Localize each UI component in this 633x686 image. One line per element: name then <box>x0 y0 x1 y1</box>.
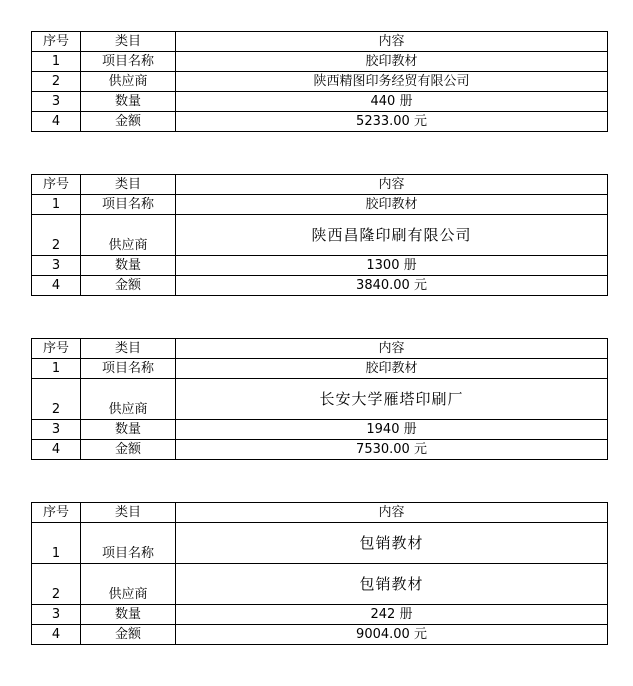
project-value: 胶印教材 <box>176 359 608 379</box>
header-content: 内容 <box>176 175 608 195</box>
project-value: 包销教材 <box>176 523 608 564</box>
amount-label: 金额 <box>81 112 176 132</box>
table-row <box>32 420 608 440</box>
project-value: 胶印教材 <box>176 195 608 215</box>
supplier-value: 包销教材 <box>176 564 608 605</box>
row-number: 2 <box>32 379 81 420</box>
amount-value: 7530.00 元 <box>176 440 608 460</box>
table-row <box>32 359 608 379</box>
amount-label: 金额 <box>81 276 176 296</box>
table-row <box>32 564 608 605</box>
supplier-value: 长安大学雁塔印刷厂 <box>176 379 608 420</box>
project-label: 项目名称 <box>81 359 176 379</box>
row-number: 4 <box>32 112 81 132</box>
supplier-label: 供应商 <box>81 564 176 605</box>
row-number: 3 <box>32 92 81 112</box>
table-row <box>32 276 608 296</box>
amount-label: 金额 <box>81 440 176 460</box>
header-category: 类目 <box>81 175 176 195</box>
quantity-label: 数量 <box>81 256 176 276</box>
header-row <box>32 503 608 523</box>
quantity-label: 数量 <box>81 420 176 440</box>
amount-value: 3840.00 元 <box>176 276 608 296</box>
quantity-value: 440 册 <box>176 92 608 112</box>
header-category: 类目 <box>81 32 176 52</box>
row-number: 1 <box>32 523 81 564</box>
supplier-label: 供应商 <box>81 215 176 256</box>
award-table-2 <box>31 174 608 296</box>
quantity-value: 1300 册 <box>176 256 608 276</box>
header-content: 内容 <box>176 339 608 359</box>
amount-value: 5233.00 元 <box>176 112 608 132</box>
header-index: 序号 <box>32 32 81 52</box>
table-row <box>32 379 608 420</box>
row-number: 3 <box>32 420 81 440</box>
award-table-1 <box>31 31 608 132</box>
row-number: 1 <box>32 359 81 379</box>
quantity-label: 数量 <box>81 605 176 625</box>
award-table-3 <box>31 338 608 460</box>
header-index: 序号 <box>32 503 81 523</box>
table-row <box>32 440 608 460</box>
row-number: 3 <box>32 256 81 276</box>
amount-label: 金额 <box>81 625 176 645</box>
supplier-label: 供应商 <box>81 379 176 420</box>
quantity-value: 242 册 <box>176 605 608 625</box>
row-number: 2 <box>32 72 81 92</box>
supplier-label: 供应商 <box>81 72 176 92</box>
header-content: 内容 <box>176 503 608 523</box>
row-number: 3 <box>32 605 81 625</box>
quantity-value: 1940 册 <box>176 420 608 440</box>
table-row <box>32 92 608 112</box>
row-number: 1 <box>32 52 81 72</box>
quantity-label: 数量 <box>81 92 176 112</box>
table-row <box>32 52 608 72</box>
row-number: 4 <box>32 276 81 296</box>
award-table-4 <box>31 502 608 645</box>
table-row <box>32 625 608 645</box>
row-number: 4 <box>32 625 81 645</box>
header-row <box>32 32 608 52</box>
project-label: 项目名称 <box>81 195 176 215</box>
table-row <box>32 195 608 215</box>
row-number: 2 <box>32 215 81 256</box>
header-index: 序号 <box>32 339 81 359</box>
table-row <box>32 72 608 92</box>
supplier-value: 陕西精图印务经贸有限公司 <box>176 72 608 92</box>
amount-value: 9004.00 元 <box>176 625 608 645</box>
project-label: 项目名称 <box>81 52 176 72</box>
project-label: 项目名称 <box>81 523 176 564</box>
header-row <box>32 175 608 195</box>
row-number: 2 <box>32 564 81 605</box>
project-value: 胶印教材 <box>176 52 608 72</box>
header-index: 序号 <box>32 175 81 195</box>
table-row <box>32 605 608 625</box>
header-row <box>32 339 608 359</box>
table-row <box>32 215 608 256</box>
header-category: 类目 <box>81 503 176 523</box>
table-row <box>32 112 608 132</box>
table-row <box>32 523 608 564</box>
row-number: 1 <box>32 195 81 215</box>
header-content: 内容 <box>176 32 608 52</box>
header-category: 类目 <box>81 339 176 359</box>
supplier-value: 陕西昌隆印刷有限公司 <box>176 215 608 256</box>
table-row <box>32 256 608 276</box>
row-number: 4 <box>32 440 81 460</box>
